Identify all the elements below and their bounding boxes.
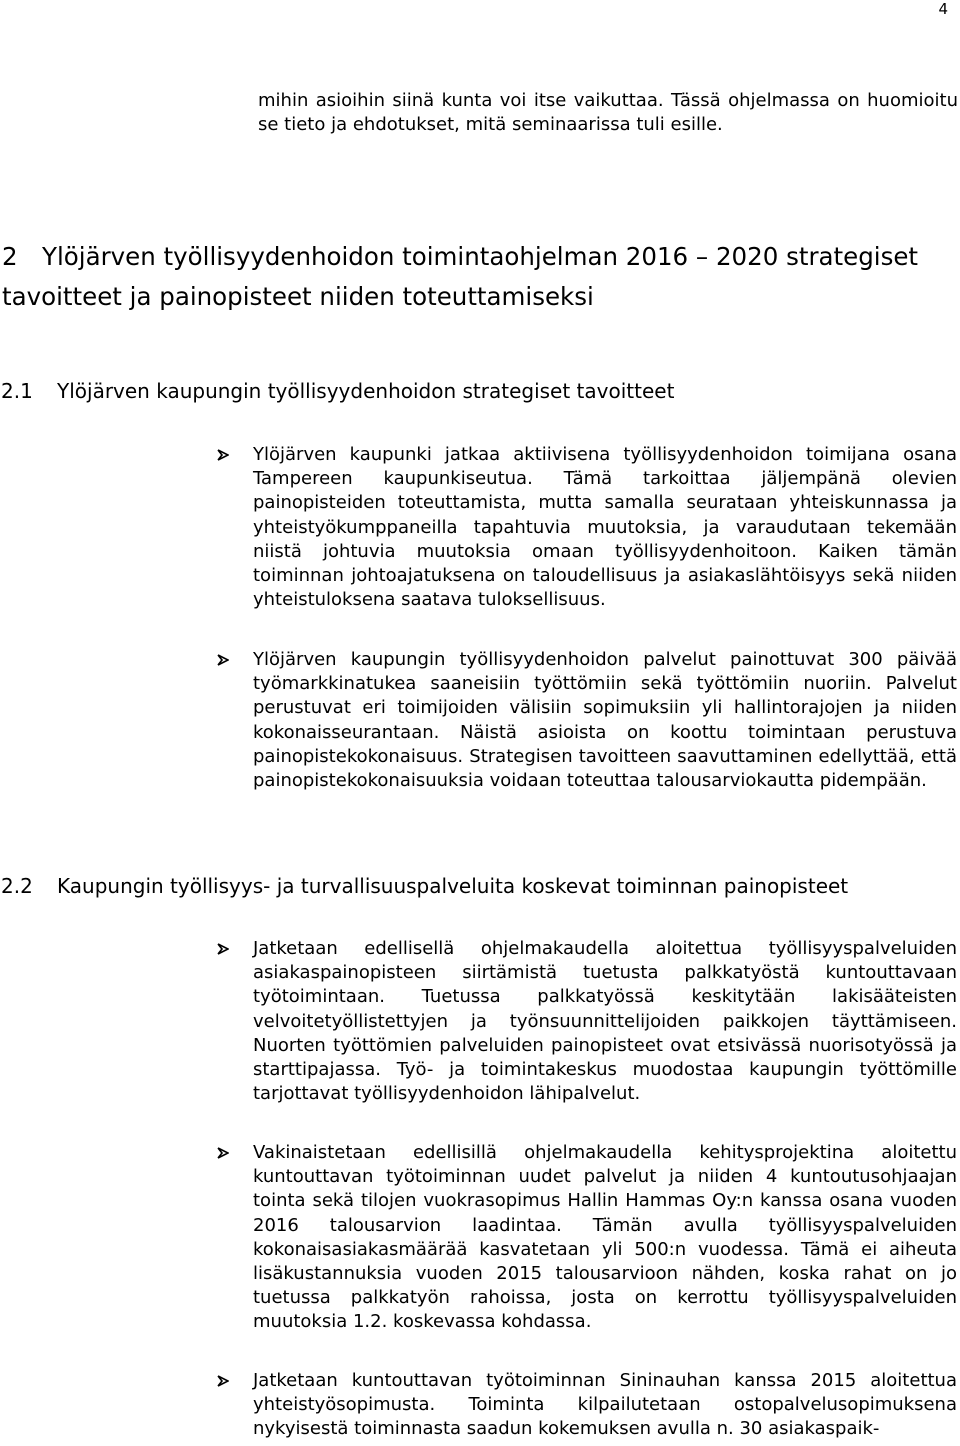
bullet-text: Ylöjärven kaupungin työllisyydenhoidon palvelut painottuvat 300 päivää työmarkkinatukea saaneisiin työttömiin sekä työttömiin nuoriin. Palvelut perustuvat eri toimijoiden välisiin sopimuksiin yli hallintorajojen ja niiden kokonaisseurantaan. Näistä asioista on koottu toimintaan perustuva painopistekokonaisuus. Strategisen tavoitteen saavuttaminen edellyttää, että painopistekokonaisuuksia voidaan toteuttaa talousarviokautta pidempään. bbox=[253, 649, 957, 792]
section-2-2-number: 2.2 bbox=[1, 874, 33, 898]
bullet-text: Ylöjärven kaupunki jatkaa aktiivisena työllisyydenhoidon toimijana osana Tampereen kaupunkiseutua. Tämä tarkoittaa jäljempänä olevien painopisteiden toteuttamista, mutta samalla seurataan yhteiskunnassa ja yhteistyökumppaneilla tapahtuvia muutoksia, ja varaudutaan tekemään niistä johtuvia muutoksia omaan työllisyydenhoitoon. Kaiken tämän toiminnan johtoajatuksena on taloudellisuus ja asiakaslähtöisyys sekä niiden yhteistuloksena saatava tuloksellisuus. bbox=[253, 444, 957, 611]
bullet-text: Vakinaistetaan edellisillä ohjelmakaudella kehitysprojektina aloitettu kuntouttavan työtoiminnan uudet palvelut ja niiden 4 kuntoutusohjaajan tointa sekä tilojen vuokrasopimus Hallin Hammas Oy:n kanssa osana vuoden 2016 talousarvion laadintaa. Tämän avulla työllisyyspalveluiden kokonaisasiakasmäärää kasvatetaan yli 500:n vuodessa. Tämä ei aiheuta lisäkustannuksia vuoden 2015 talousarvioon nähden, koska rahat on jo tuetussa palkkatyön rahoissa, josta on kerrottu työllisyyspalveluiden muutoksia 1.2. koskevassa kohdassa. bbox=[253, 1142, 957, 1333]
intro-paragraph: mihin asioihin siinä kunta voi itse vaikuttaa. Tässä ohjelmassa on huomioitu se tieto ja ehdotukset, mitä seminaarissa tuli esille. bbox=[258, 90, 958, 135]
bullet-text: Jatketaan kuntouttavan työtoiminnan Sininauhan kanssa 2015 aloitettua yhteistyösopimusta. Toiminta kilpailutetaan ostopalvelusopimuksena nykyisestä toiminnasta saadun kokemuksen avulla n. 30 asiakaspaik- bbox=[253, 1370, 957, 1440]
list-item bbox=[217, 648, 957, 793]
section-2-1-heading bbox=[1, 378, 674, 404]
section-2-2-heading bbox=[1, 873, 848, 899]
arrow-bullet-icon bbox=[217, 654, 229, 666]
bullet-text: Jatketaan edellisellä ohjelmakaudella aloitettua työllisyyspalveluiden asiakaspainopisteen siirtämistä tuetusta palkkatyöstä kuntouttavaan työtoimintaan. Tuetussa palkkatyössä keskitytään lakisääteisten velvoitetyöllistettyjen ja työnsuunnittelijoiden paikkojen täyttämiseen. Nuorten työttömien palveluiden painopisteet ovat etsivässä nuorisotyössä ja starttipajassa. Työ- ja toimintakeskus muodostaa kaupungin työttömille tarjottavat työllisyydenhoidon lähipalvelut. bbox=[253, 938, 957, 1105]
page-number: 4 bbox=[938, 0, 948, 18]
list-item bbox=[217, 937, 957, 1106]
section-2-heading bbox=[2, 237, 952, 317]
arrow-bullet-icon bbox=[217, 1147, 229, 1159]
list-item bbox=[217, 1369, 957, 1442]
section-2-1-number: 2.1 bbox=[1, 379, 33, 403]
list-item bbox=[217, 1141, 957, 1335]
section-2-number: 2 bbox=[2, 242, 18, 271]
arrow-bullet-icon bbox=[217, 449, 229, 461]
arrow-bullet-icon bbox=[217, 943, 229, 955]
section-2-title: Ylöjärven työllisyydenhoidon toimintaohjelman 2016 – 2020 strategiset tavoitteet ja painopisteet niiden toteuttamiseksi bbox=[2, 242, 919, 311]
list-item bbox=[217, 443, 957, 612]
section-2-1-title: Ylöjärven kaupungin työllisyydenhoidon strategiset tavoitteet bbox=[57, 379, 675, 403]
section-2-2-title: Kaupungin työllisyys- ja turvallisuuspalveluita koskevat toiminnan painopisteet bbox=[57, 874, 849, 898]
arrow-bullet-icon bbox=[217, 1375, 229, 1387]
